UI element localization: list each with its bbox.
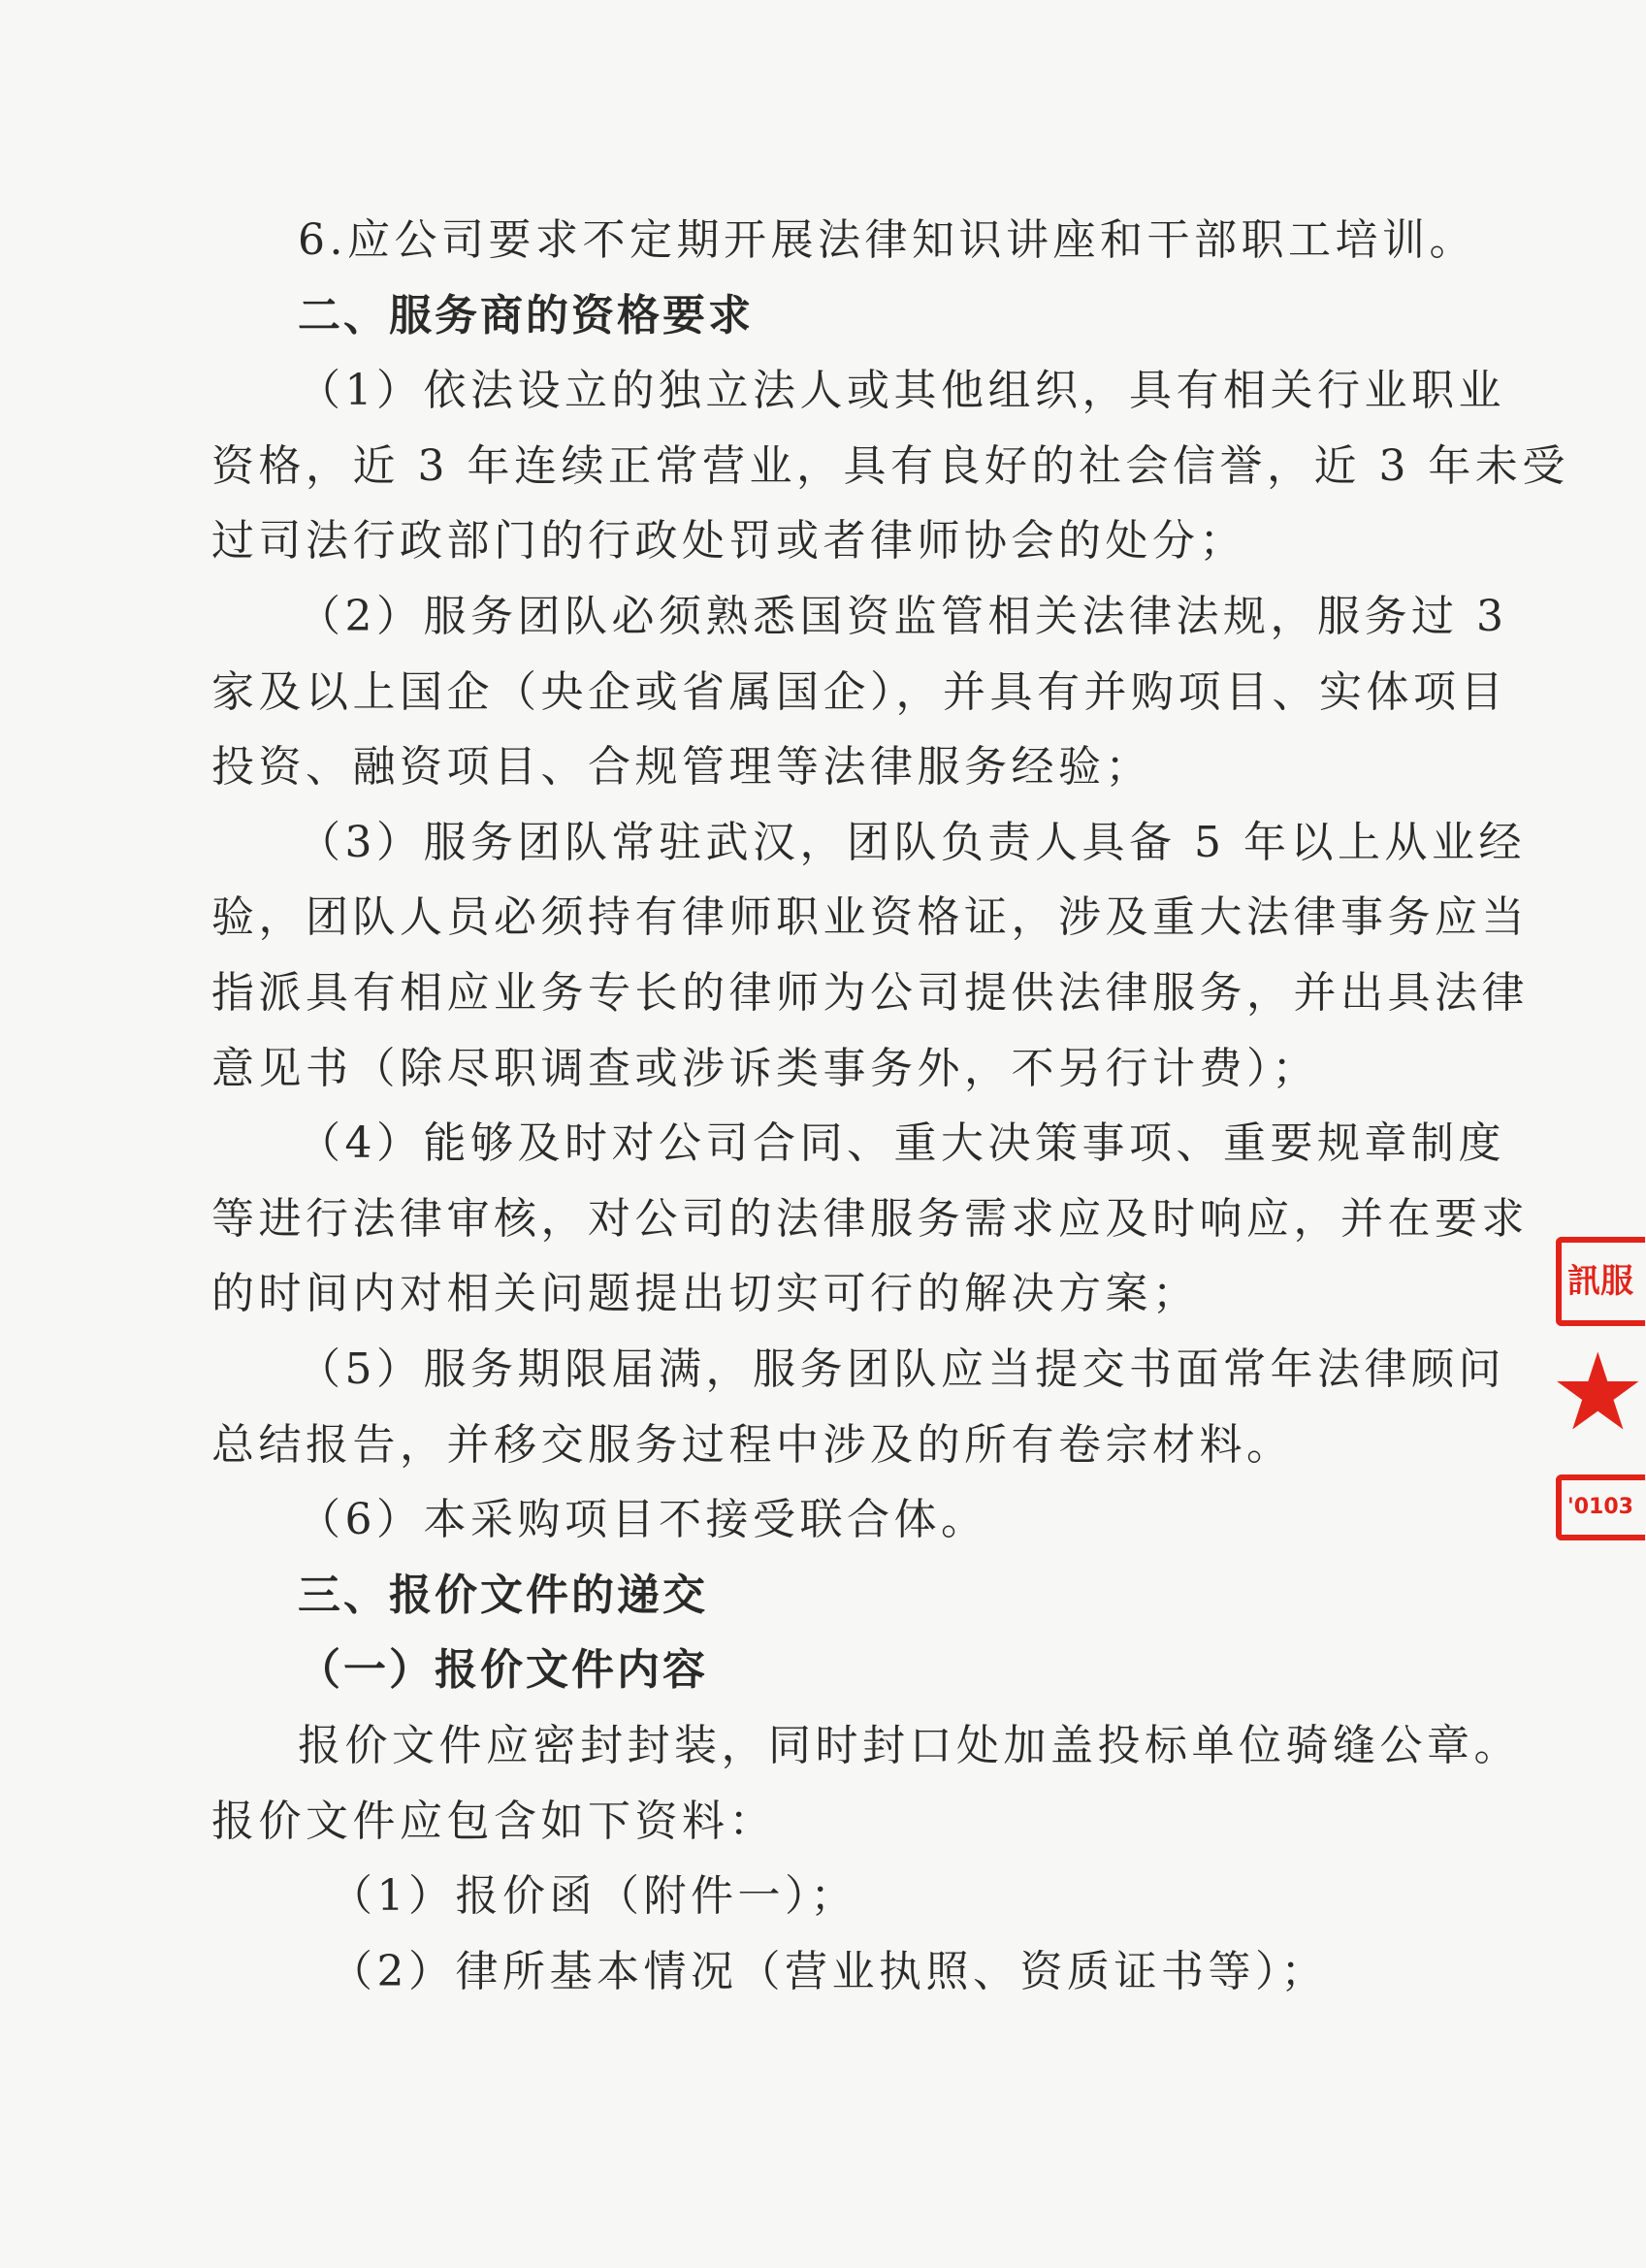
star-icon: ★: [1550, 1330, 1646, 1454]
text-line: 报价文件应密封封装，同时封口处加盖投标单位骑缝公章。: [298, 1721, 1521, 1770]
text-line: 过司法行政部门的行政处罚或者律师协会的处分；: [211, 516, 1246, 566]
text-line: 家及以上国企（央企或省属国企），并具有并购项目、实体项目: [211, 667, 1507, 717]
text-line: 的时间内对相关问题提出切实可行的解决方案；: [211, 1269, 1200, 1318]
seal-text-top: 訊服: [1556, 1237, 1645, 1326]
text-line: 6.应公司要求不定期开展法律知识讲座和干部职工培训。: [298, 215, 1476, 265]
subsection-heading: （一）报价文件内容: [298, 1645, 708, 1695]
text-line: 资格，近 3 年连续正常营业，具有良好的社会信誉，近 3 年未受: [211, 441, 1569, 491]
text-line: （5）服务期限届满，服务团队应当提交书面常年法律顾问: [298, 1345, 1505, 1394]
text-line: （3）服务团队常驻武汉，团队负责人具备 5 年以上从业经: [298, 818, 1526, 867]
text-line: 总结报告，并移交服务过程中涉及的所有卷宗材料。: [211, 1420, 1294, 1470]
official-seal-stamp: [1538, 1217, 1646, 1576]
list-item: （2）律所基本情况（营业执照、资质证书等）；: [330, 1947, 1328, 1996]
text-line: 报价文件应包含如下资料：: [211, 1797, 776, 1846]
text-line: 指派具有相应业务专长的律师为公司提供法律服务，并出具法律: [211, 968, 1529, 1018]
section-heading: 三、报价文件的递交: [298, 1571, 708, 1620]
text-line: 等进行法律审核，对公司的法律服务需求应及时响应，并在要求: [211, 1194, 1529, 1244]
text-line: （4）能够及时对公司合同、重大决策事项、重要规章制度: [298, 1118, 1505, 1168]
text-line: 意见书（除尽职调查或涉诉类事务外，不另行计费）；: [211, 1044, 1319, 1093]
text-line: （1）依法设立的独立法人或其他组织，具有相关行业职业: [298, 366, 1505, 415]
text-line: 投资、融资项目、合规管理等法律服务经验；: [211, 742, 1152, 792]
list-item: （1）报价函（附件一）；: [330, 1871, 857, 1921]
text-line: （6）本采购项目不接受联合体。: [298, 1495, 988, 1544]
text-line: （2）服务团队必须熟悉国资监管相关法律法规，服务过 3: [298, 592, 1508, 641]
text-line: 验，团队人员必须持有律师职业资格证，涉及重大法律事务应当: [211, 892, 1529, 942]
seal-text-bottom: '0103: [1556, 1474, 1645, 1540]
section-heading: 二、服务商的资格要求: [298, 291, 754, 340]
